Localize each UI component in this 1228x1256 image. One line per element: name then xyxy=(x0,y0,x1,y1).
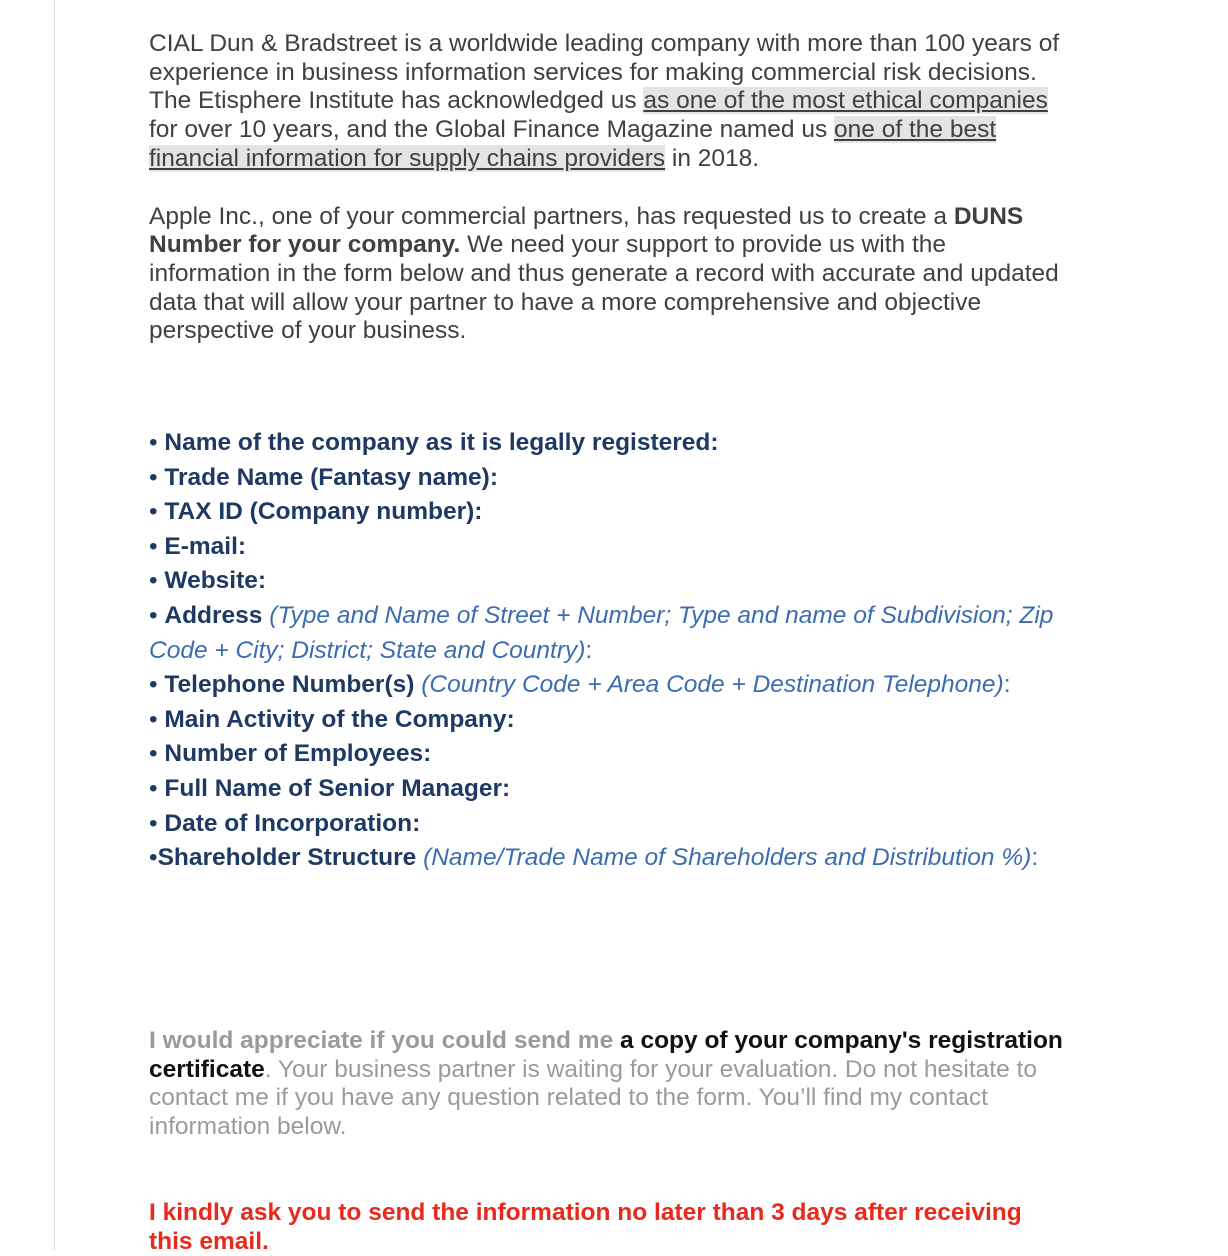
bullet: • xyxy=(149,671,165,699)
field-hint: (Type and Name of Street + Number; Type and name of Subdivision; Zip Code + City; District; State and Country) xyxy=(149,601,1054,664)
field-label: Shareholder Structure xyxy=(157,844,417,872)
intro-paragraph xyxy=(149,30,1069,174)
field-label: Address xyxy=(164,601,263,629)
field-item xyxy=(149,703,1074,738)
field-item xyxy=(149,737,1074,772)
field-item xyxy=(149,772,1074,807)
field-label: Name of the company as it is legally registered: xyxy=(164,429,719,456)
request-text-end: We need your support to provide us with the information in the form below and thus generate a record with accurate and updated data that will allow your partner to have a more comprehensive and objective perspective of your business. xyxy=(149,231,1059,345)
bullet: • xyxy=(149,463,165,491)
field-label: E-mail: xyxy=(164,532,247,560)
field-hint: (Country Code + Area Code + Destination Telephone) xyxy=(414,671,1004,699)
field-item xyxy=(149,495,1074,530)
field-label: Main Activity of the Company: xyxy=(164,705,515,733)
field-colon: : xyxy=(1003,671,1011,699)
field-label: Date of Incorporation: xyxy=(164,809,421,837)
bullet: • xyxy=(149,705,165,733)
email-body xyxy=(149,30,1069,1255)
ethical-companies-link[interactable]: as one of the most ethical companies xyxy=(643,87,1048,115)
field-item xyxy=(149,564,1074,599)
field-label: Website: xyxy=(164,567,267,595)
bullet: • xyxy=(149,429,165,456)
field-colon: : xyxy=(1031,844,1039,872)
certificate-text: . Your business partner is waiting for your evaluation. Do not hesitate to contact me if you have any question related to the form. You’ll find my contact information below. xyxy=(149,1055,1037,1141)
bullet: • xyxy=(149,601,165,629)
left-border-line xyxy=(54,0,55,1250)
field-item xyxy=(149,530,1074,565)
bullet: • xyxy=(149,532,165,560)
bullet: • xyxy=(149,498,165,526)
supply-chains-providers-link[interactable]: one of the best financial information for supply chains providers xyxy=(149,116,997,172)
duns-number-emphasis: DUNS Number for your company. xyxy=(149,202,1024,259)
intro-text-end: in 2018. xyxy=(665,144,760,172)
field-item xyxy=(149,599,1074,668)
required-fields-list xyxy=(149,426,1074,876)
deadline-warning: I kindly ask you to send the information no later than 3 days after receiving this email. xyxy=(149,1199,1022,1255)
field-hint: (Name/Trade Name of Shareholders and Distribution %) xyxy=(416,844,1032,872)
intro-text-middle: for over 10 years, and the Global Finance Magazine named us xyxy=(149,116,835,144)
field-label: Full Name of Senior Manager: xyxy=(164,774,511,802)
field-label: TAX ID (Company number): xyxy=(164,498,483,526)
request-text: Apple Inc., one of your commercial partners, has requested us to create a xyxy=(149,202,954,230)
bullet: • xyxy=(149,567,165,595)
bullet: • xyxy=(149,809,165,837)
certificate-paragraph xyxy=(149,1027,1069,1142)
field-item xyxy=(149,426,1074,461)
bullet: • xyxy=(149,774,165,802)
registration-certificate-emphasis: a copy of your company's registration certificate xyxy=(149,1027,1063,1083)
field-label: Telephone Number(s) xyxy=(164,671,415,699)
field-colon: : xyxy=(585,636,593,664)
field-item xyxy=(149,807,1074,842)
request-paragraph xyxy=(149,203,1069,347)
intro-text: CIAL Dun & Bradstreet is a worldwide leading company with more than 100 years of experience in business information services for making commercial risk decisions. The Etisphere Institute has acknowledged us xyxy=(149,30,1060,115)
bullet: • xyxy=(149,740,165,768)
field-label: Number of Employees: xyxy=(164,740,432,768)
field-item xyxy=(149,668,1074,703)
field-item xyxy=(149,461,1074,496)
field-item xyxy=(149,841,1074,876)
field-label: Trade Name (Fantasy name): xyxy=(164,463,498,491)
bullet: • xyxy=(149,844,158,872)
certificate-request-lead: I would appreciate if you could send me xyxy=(149,1027,621,1054)
